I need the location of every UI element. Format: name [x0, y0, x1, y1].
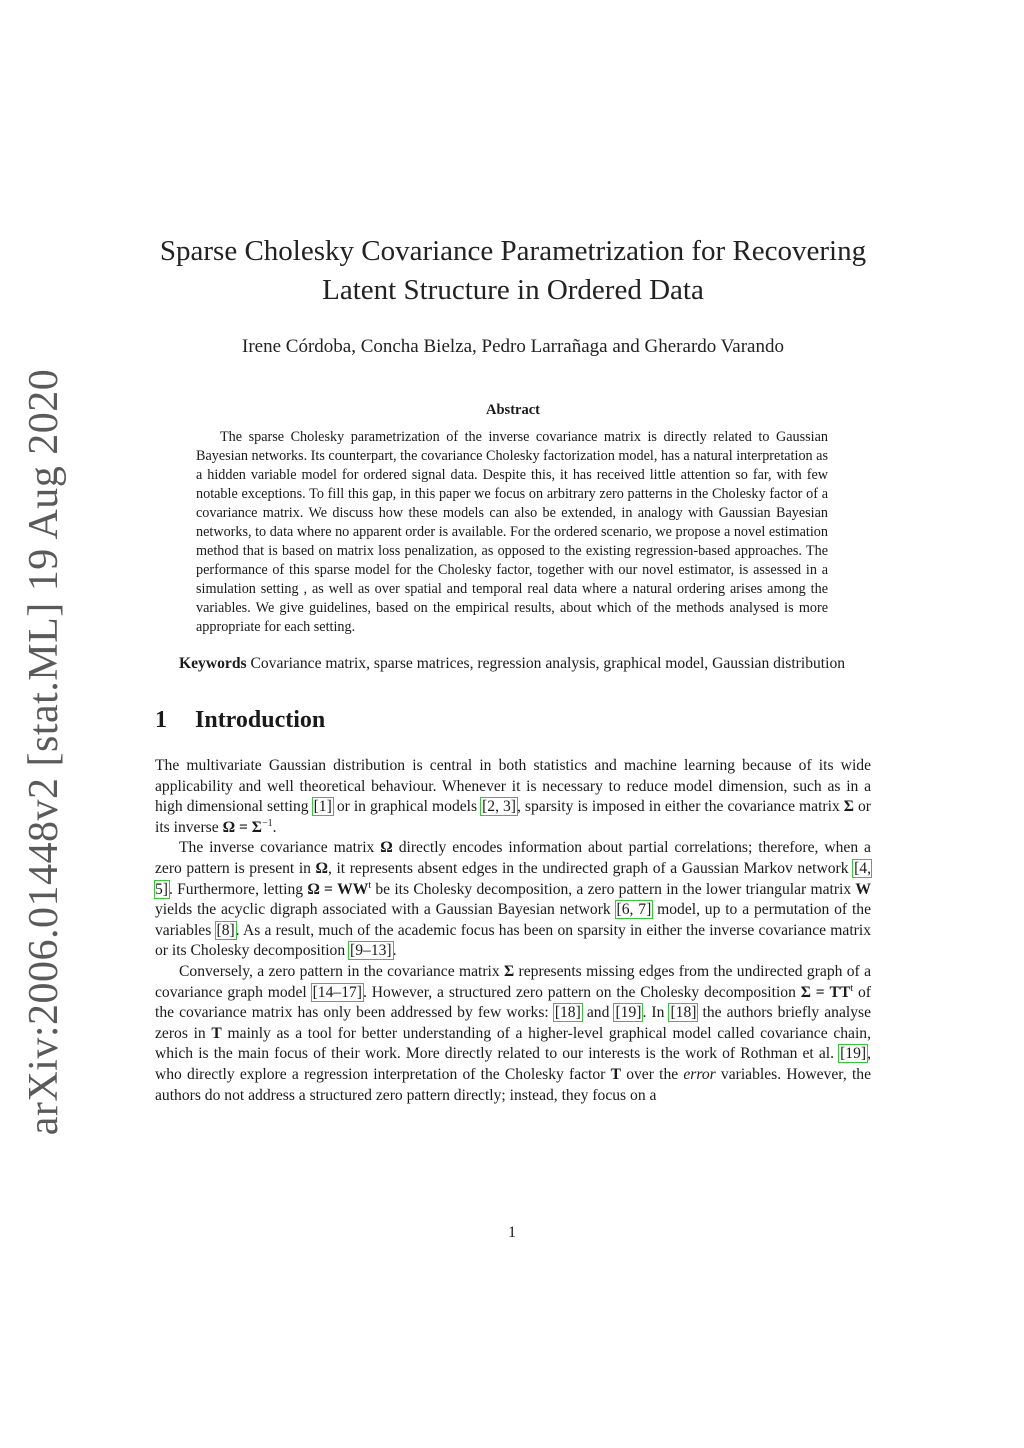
abstract-body: The sparse Cholesky parametrization of the inverse covariance matrix is directly related to Gaussian Bayesian networks. Its counterpart, the covariance Cholesky factorization model, has a natural interpretation as a hidden variable model for ordered signal data. Despite this, it has received little attention so far, with few notable exceptions. To fill this gap, in this paper we focus on arbitrary zero patterns in the Cholesky factor of a covariance matrix. We discuss how these models can also be extended, in analogy with Gaussian Bayesian networks, to data where no apparent order is available. For the ordered scenario, we propose a novel estimation method that is based on matrix loss penalization, as opposed to the existing regression-based approaches. The performance of this sparse model for the Cholesky factor, together with our novel estimator, is assessed in a simulation setting , as well as over spatial and temporal real data where a natural ordering arises among the variables. We give guidelines, based on the empirical results, about which of the methods analysed is more appropriate for each setting.: [196, 429, 828, 635]
text-run: yields the acyclic digraph associated with a Gaussian Bayesian network: [155, 901, 616, 919]
intro-paragraph-2: [155, 838, 871, 962]
abstract-heading: Abstract: [486, 402, 540, 418]
math-symbol: Σ: [504, 962, 515, 980]
math-symbol: Σ: [843, 798, 854, 816]
intro-paragraph-3: [155, 962, 871, 1106]
text-run: Conversely, a zero pattern in the covariance matrix: [179, 962, 504, 980]
text-run: or its inverse: [155, 798, 871, 836]
paper-page: [155, 232, 871, 1106]
section-heading-introduction: [155, 707, 871, 734]
text-run: variables. However, the authors do not address a structured zero pattern directly; instead, they focus on a: [155, 1065, 871, 1104]
math-symbol: Ω: [315, 859, 329, 877]
introduction-body: [155, 756, 871, 1106]
section-number: 1: [155, 707, 167, 733]
citation-link[interactable]: [1]: [313, 798, 332, 816]
text-run: . In: [642, 1004, 670, 1022]
text-run: The multivariate Gaussian distribution is central in both statistics and machine learning because of its wide applicability and well theoretical behaviour. Whenever it is necessary to reduce model dimension, such as in a high dimensional setting: [155, 757, 871, 816]
citation-link[interactable]: [8]: [216, 921, 235, 939]
emphasis-error: error: [683, 1065, 716, 1083]
text-run: or in graphical models: [332, 798, 482, 816]
keywords-label: Keywords: [179, 655, 247, 672]
math-symbol: T: [211, 1024, 222, 1042]
paper-title: Sparse Cholesky Covariance Parametrization for Recovering Latent Structure in Ordered Data: [159, 235, 867, 306]
text-run: over the: [621, 1065, 684, 1083]
text-run: the authors briefly analyse zeros in: [155, 1004, 872, 1042]
math-superscript: −1: [261, 817, 273, 829]
arxiv-identifier: arXiv:2006.01448v2 [stat.ML] 19 Aug 2020: [21, 368, 67, 1136]
paper-authors: Irene Córdoba, Concha Bielza, Pedro Larrañaga and Gherardo Varando: [242, 336, 784, 357]
intro-paragraph-1: [155, 756, 871, 838]
text-run: , sparsity is imposed in either the covariance matrix: [517, 798, 844, 816]
citation-link[interactable]: [6, 7]: [616, 901, 652, 919]
page-number: 1: [508, 1224, 516, 1241]
text-run: . Furthermore, letting: [169, 880, 308, 898]
math-equation: Σ = TT: [800, 983, 851, 1001]
text-run: directly encodes information about partial correlations; therefore, when a zero pattern is present in: [155, 839, 871, 877]
citation-link[interactable]: [2, 3]: [482, 798, 516, 816]
citation-link[interactable]: [14–17]: [312, 983, 362, 1001]
math-superscript: t: [368, 879, 372, 891]
text-run: and: [581, 1004, 615, 1022]
text-run: represents missing edges from the undirected graph of a covariance graph model: [155, 962, 871, 1001]
citation-link[interactable]: [18]: [554, 1004, 581, 1022]
citation-link[interactable]: [4, 5]: [155, 859, 871, 898]
math-symbol: Ω: [380, 839, 393, 857]
citation-link[interactable]: [18]: [670, 1004, 697, 1022]
math-superscript: t: [850, 982, 854, 994]
text-run: . As a result, much of the academic focus has been on sparsity in either the inverse covariance matrix or its Cholesky decomposition: [155, 921, 871, 960]
text-run: of the covariance matrix has only been addressed by few works:: [155, 983, 871, 1022]
citation-link[interactable]: [19]: [615, 1004, 642, 1022]
math-equation: Ω = WW: [307, 880, 369, 898]
keywords: [155, 653, 871, 674]
citation-link[interactable]: [19]: [840, 1045, 867, 1063]
text-run: .: [272, 818, 277, 836]
text-run: , who directly explore a regression interpretation of the Cholesky factor: [155, 1045, 871, 1083]
text-run: mainly as a tool for better understanding of a higher-level graphical model called covariance chain, which is the main focus of their work. More directly related to our interests is the work of Rothman et al.: [155, 1024, 872, 1063]
math-symbol: T: [610, 1065, 621, 1083]
text-run: . However, a structured zero pattern on the Cholesky decomposition: [362, 983, 801, 1001]
math-symbol: W: [855, 880, 871, 898]
math-equation: Ω = Σ: [222, 818, 262, 836]
text-run: model, up to a permutation of the variables: [155, 901, 871, 939]
citation-link[interactable]: [9–13]: [350, 942, 392, 960]
text-run: be its Cholesky decomposition, a zero pattern in the lower triangular matrix: [371, 880, 856, 898]
section-title: Introduction: [195, 707, 326, 733]
keywords-text: Covariance matrix, sparse matrices, regression analysis, graphical model, Gaussian distribution: [250, 655, 846, 672]
text-run: , it represents absent edges in the undirected graph of a Gaussian Markov network: [328, 859, 854, 877]
text-run: .: [392, 942, 397, 960]
text-run: The inverse covariance matrix: [179, 839, 381, 857]
